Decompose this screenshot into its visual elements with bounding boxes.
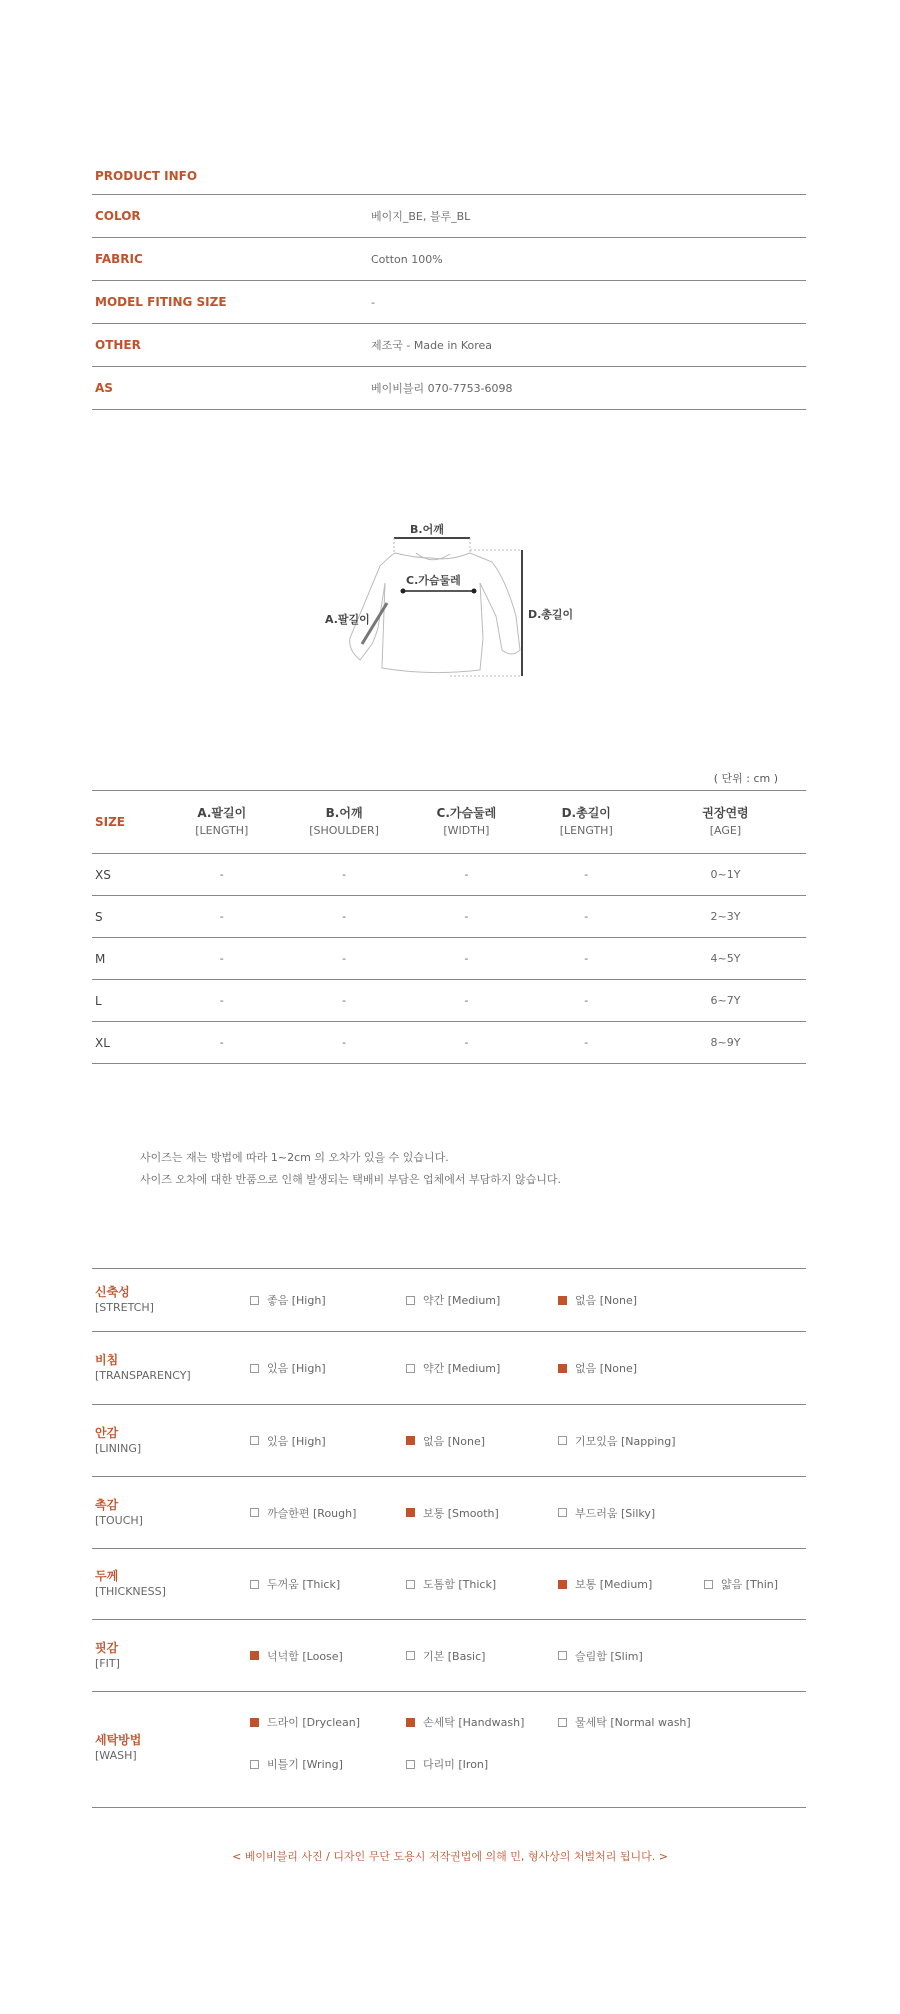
attribute-label (95, 1568, 166, 1600)
column-subtitle: [AGE] (709, 824, 742, 837)
option-label: 없음 [None] (575, 1362, 638, 1375)
size-row (92, 938, 806, 980)
unit-label: ( 단위 : cm ) (713, 772, 778, 785)
attribute-option[interactable] (250, 1433, 326, 1449)
size-row (92, 980, 806, 1022)
attribute-name-en: [STRETCH] (95, 1301, 154, 1314)
copyright-notice: < 베이비블리 사진 / 디자인 무단 도용시 저작권법에 의해 민, 형사상의 처벌처리 됩니다. > (232, 1850, 668, 1863)
option-label: 부드러움 [Silky] (575, 1506, 656, 1520)
attribute-label (95, 1640, 120, 1672)
attribute-option[interactable] (558, 1433, 676, 1449)
product-info-title: PRODUCT INFO (92, 158, 806, 195)
attribute-name-en: [TOUCH] (95, 1513, 143, 1527)
size-cell-size: XL (95, 1035, 110, 1050)
checked-box-icon[interactable] (558, 1296, 567, 1305)
column-title: A.팔길이 (197, 806, 247, 820)
size-cell-age: 0~1Y (710, 868, 741, 881)
unchecked-box-icon[interactable] (558, 1508, 567, 1517)
size-row (92, 1022, 806, 1064)
info-value: - (371, 295, 375, 309)
info-label: OTHER (95, 338, 141, 352)
info-value: 베이비블리 070-7753-6098 (371, 382, 513, 395)
checked-box-icon[interactable] (406, 1718, 415, 1727)
option-label: 기본 [Basic] (423, 1649, 486, 1663)
size-cell-b: - (342, 1036, 347, 1049)
attribute-option[interactable] (406, 1714, 524, 1730)
checked-box-icon[interactable] (558, 1580, 567, 1589)
attribute-row (92, 1332, 806, 1405)
option-label: 약간 [Medium] (423, 1294, 501, 1307)
unchecked-box-icon[interactable] (406, 1296, 415, 1305)
attribute-option[interactable] (558, 1714, 691, 1730)
checked-box-icon[interactable] (250, 1651, 259, 1660)
attribute-option[interactable] (406, 1576, 496, 1592)
column-age (645, 804, 806, 840)
attribute-name: 신축성 (95, 1285, 130, 1299)
unchecked-box-icon[interactable] (250, 1296, 259, 1305)
info-row-color (92, 195, 806, 238)
column-subtitle: [SHOULDER] (309, 824, 379, 837)
note-line: 사이즈는 재는 방법에 따라 1~2cm 의 오차가 있을 수 있습니다. (140, 1151, 449, 1164)
option-label: 기모있음 [Napping] (575, 1434, 676, 1448)
size-cell-a: - (219, 994, 224, 1007)
size-cell-b: - (342, 994, 347, 1007)
size-cell-c: - (464, 952, 469, 965)
info-value: Cotton 100% (371, 252, 443, 266)
unchecked-box-icon[interactable] (704, 1580, 713, 1589)
attribute-name-en: [TRANSPARENCY] (95, 1369, 191, 1382)
size-cell-a: - (219, 868, 224, 881)
attribute-option[interactable] (406, 1292, 500, 1308)
unchecked-box-icon[interactable] (250, 1436, 259, 1445)
size-cell-size: L (95, 993, 102, 1008)
size-cell-b: - (342, 868, 347, 881)
column-total-length (528, 804, 645, 840)
attribute-option[interactable] (558, 1648, 643, 1664)
option-label: 보통 [Smooth] (423, 1506, 499, 1520)
option-label: 까슬한편 [Rough] (267, 1506, 357, 1520)
size-cell-age: 2~3Y (710, 910, 741, 923)
attribute-option[interactable] (704, 1576, 778, 1592)
attribute-row (92, 1692, 806, 1808)
attribute-name-en: [WASH] (95, 1749, 137, 1762)
column-title: B.어깨 (325, 806, 363, 820)
option-label: 있음 [High] (267, 1434, 326, 1448)
size-cell-c: - (464, 868, 469, 881)
size-row (92, 896, 806, 938)
checked-box-icon[interactable] (250, 1718, 259, 1727)
option-label: 보통 [Medium] (575, 1578, 653, 1591)
option-label: 넉넉함 [Loose] (267, 1649, 343, 1663)
attribute-row (92, 1477, 806, 1549)
product-info-section (92, 158, 806, 410)
attribute-name: 비침 (95, 1353, 119, 1367)
option-label: 슬림함 [Slim] (575, 1649, 643, 1663)
unchecked-box-icon[interactable] (558, 1436, 567, 1445)
option-label: 물세탁 [Normal wash] (575, 1716, 691, 1729)
label-chest: C.가슴둘레 (406, 574, 461, 587)
size-cell-b: - (342, 910, 347, 923)
attribute-label (95, 1425, 141, 1457)
attribute-option[interactable] (250, 1576, 340, 1592)
info-label: AS (95, 381, 113, 395)
unchecked-box-icon[interactable] (406, 1364, 415, 1373)
size-notes (140, 1147, 561, 1191)
attribute-option[interactable] (250, 1648, 343, 1664)
size-table (92, 770, 806, 1064)
size-cell-age: 4~5Y (710, 952, 741, 965)
checked-box-icon[interactable] (406, 1508, 415, 1517)
garment-measurement-diagram (320, 518, 630, 693)
unchecked-box-icon[interactable] (406, 1760, 415, 1769)
column-title: D.총길이 (561, 806, 611, 820)
attribute-row (92, 1405, 806, 1477)
attribute-name: 핏감 (95, 1640, 119, 1655)
attribute-option[interactable] (406, 1433, 485, 1449)
column-title: C.가슴둘레 (436, 806, 497, 820)
option-label: 손세탁 [Handwash] (423, 1716, 525, 1729)
attribute-name: 촉감 (95, 1497, 119, 1512)
size-cell-a: - (219, 952, 224, 965)
unchecked-box-icon[interactable] (250, 1760, 259, 1769)
attribute-name-en: [THICKNESS] (95, 1585, 166, 1598)
note-line: 사이즈 오차에 대한 반품으로 인해 발생되는 택배비 부담은 업체에서 부담하지 않습니다. (140, 1173, 561, 1186)
attribute-name: 세탁방법 (95, 1733, 142, 1747)
unchecked-box-icon[interactable] (406, 1651, 415, 1660)
attribute-label (95, 1352, 191, 1384)
size-cell-size: XS (95, 867, 111, 882)
info-row-model-size (92, 281, 806, 324)
attribute-option[interactable] (250, 1360, 326, 1376)
attribute-row (92, 1269, 806, 1332)
info-label: MODEL FITING SIZE (95, 295, 227, 309)
column-title: 권장연령 (702, 806, 749, 820)
unchecked-box-icon[interactable] (250, 1364, 259, 1373)
size-cell-d: - (584, 994, 589, 1007)
attribute-label (95, 1284, 154, 1316)
attribute-option[interactable] (406, 1360, 500, 1376)
option-label: 비틀기 [Wring] (267, 1758, 343, 1771)
attribute-name-en: [FIT] (95, 1656, 120, 1670)
size-cell-a: - (219, 910, 224, 923)
size-cell-age: 6~7Y (710, 994, 741, 1007)
size-cell-c: - (464, 910, 469, 923)
checked-box-icon[interactable] (406, 1436, 415, 1445)
column-shoulder (283, 804, 405, 840)
size-row (92, 854, 806, 896)
unchecked-box-icon[interactable] (406, 1580, 415, 1589)
attribute-option[interactable] (558, 1576, 652, 1592)
size-cell-c: - (464, 994, 469, 1007)
size-cell-age: 8~9Y (710, 1036, 741, 1049)
unchecked-box-icon[interactable] (558, 1651, 567, 1660)
column-subtitle: [WIDTH] (443, 824, 490, 837)
size-cell-b: - (342, 952, 347, 965)
info-row-as (92, 367, 806, 410)
unchecked-box-icon[interactable] (250, 1508, 259, 1517)
attribute-name-en: [LINING] (95, 1441, 142, 1455)
option-label: 좋음 [High] (267, 1294, 326, 1307)
size-cell-d: - (584, 1036, 589, 1049)
attribute-option[interactable] (558, 1292, 637, 1308)
unchecked-box-icon[interactable] (250, 1580, 259, 1589)
option-label: 두꺼움 [Thick] (267, 1578, 341, 1591)
attribute-label (95, 1497, 143, 1529)
option-label: 얇음 [Thin] (721, 1578, 779, 1591)
attribute-row (92, 1620, 806, 1692)
info-value: 베이지_BE, 블루_BL (371, 210, 471, 223)
attribute-name: 두께 (95, 1569, 119, 1583)
size-cell-c: - (464, 1036, 469, 1049)
info-row-other (92, 324, 806, 367)
column-subtitle: [LENGTH] (559, 824, 613, 837)
option-label: 없음 [None] (423, 1434, 486, 1448)
info-label: COLOR (95, 209, 141, 223)
info-label: FABRIC (95, 252, 143, 266)
size-cell-d: - (584, 910, 589, 923)
attribute-option[interactable] (406, 1648, 485, 1664)
option-label: 도톰함 [Thick] (423, 1578, 497, 1591)
size-table-header (92, 790, 806, 854)
option-label: 드라이 [Dryclean] (267, 1716, 361, 1729)
attribute-option[interactable] (406, 1505, 499, 1521)
column-sleeve (161, 804, 283, 840)
unchecked-box-icon[interactable] (558, 1718, 567, 1727)
size-cell-d: - (584, 868, 589, 881)
fabric-attributes (92, 1268, 806, 1808)
info-row-fabric (92, 238, 806, 281)
attribute-option[interactable] (558, 1360, 637, 1376)
attribute-option[interactable] (250, 1292, 326, 1308)
shirt-illustration (350, 553, 520, 673)
option-label: 약간 [Medium] (423, 1362, 501, 1375)
size-cell-size: M (95, 951, 106, 966)
label-shoulder: B.어깨 (410, 523, 444, 536)
attribute-option[interactable] (250, 1505, 356, 1521)
attribute-option[interactable] (558, 1505, 655, 1521)
size-cell-size: S (95, 909, 103, 924)
attribute-name: 안감 (95, 1425, 119, 1440)
size-cell-d: - (584, 952, 589, 965)
attribute-row (92, 1549, 806, 1620)
attribute-option[interactable] (250, 1714, 360, 1730)
label-total-length: D.총길이 (528, 608, 574, 621)
option-label: 다리미 [Iron] (423, 1758, 489, 1771)
info-value: 제조국 - Made in Korea (371, 339, 493, 352)
checked-box-icon[interactable] (558, 1364, 567, 1373)
size-header-label: SIZE (95, 815, 126, 829)
size-cell-a: - (219, 1036, 224, 1049)
attribute-label (95, 1732, 141, 1764)
attribute-option[interactable] (250, 1756, 343, 1772)
column-subtitle: [LENGTH] (195, 824, 249, 837)
column-chest (405, 804, 527, 840)
option-label: 없음 [None] (575, 1294, 638, 1307)
label-sleeve: A.팔길이 (325, 613, 370, 626)
option-label: 있음 [High] (267, 1362, 326, 1375)
attribute-option[interactable] (406, 1756, 488, 1772)
